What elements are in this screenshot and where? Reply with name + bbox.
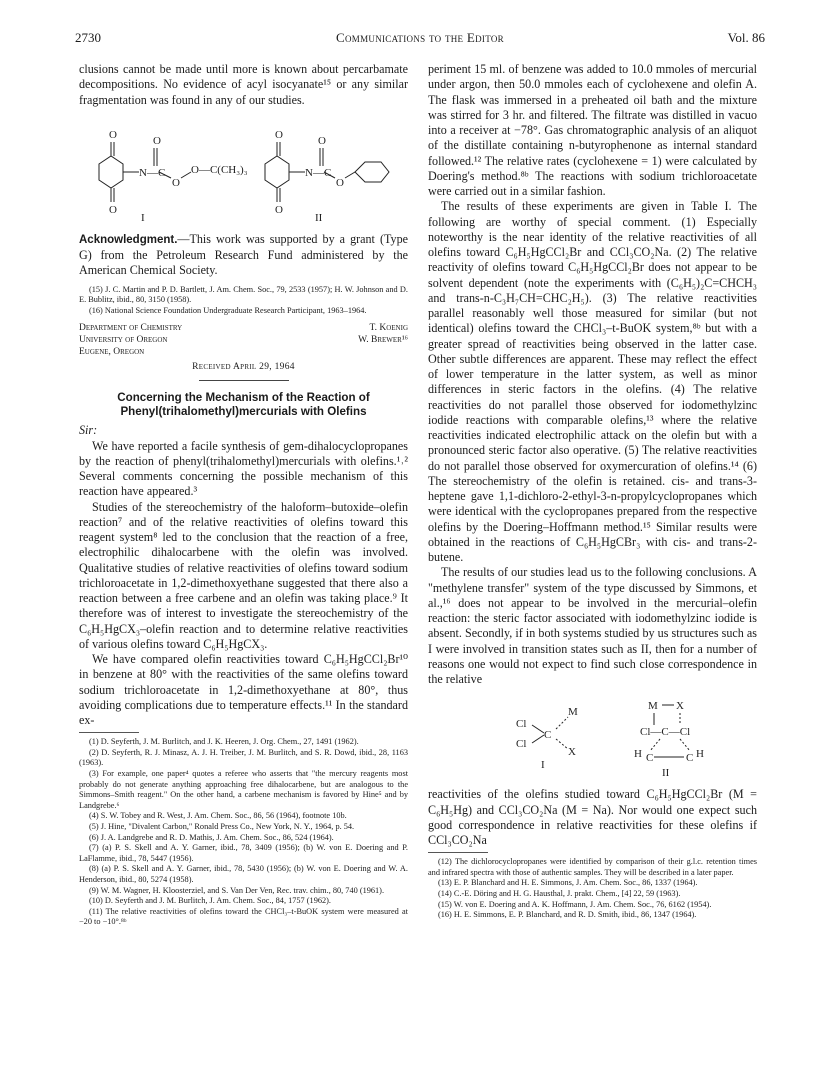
author-koenig: T. Koenig bbox=[369, 323, 408, 334]
footnote-12: (12) The dichlorocyclopropanes were identified by comparison of their g.l.c. retention times and infrared spectra with those of authentic samples. They will be described in a later paper. bbox=[428, 857, 757, 877]
paragraph-conclusions: The results of our studies lead us to the following conclusions. A "methylene transfer" system of the type discussed by Simmons, et al.,¹⁶ does not appear to be involved in the mercurial–olefin reaction: the steric factor associated with iodomethylzinc iodide is absent. Secondly, if in both systems studied by us structures such as I were involved in transition states such as II, then for a number of reasons one would not expect to find such close correspondence in the relative bbox=[428, 565, 757, 686]
paragraph-results: The results of these experiments are given in Table I. The following are worthy of special comment. (1) Especially noteworthy is the near identity of the relative reactivities of all olefins toward C₆H₅HgCCl₂Br and CCl₃CO₂Na. (2) The relative reactivity of olefins toward C₆H₅HgCCl₂Br does not appear to be solvent dependent (note the experiments with (C₆H₅)₂C=CHCH₃ and trans-n-C₃H₇CH=CHC₂H₅). (3) The relative reactivities parallel reasonably well those measured for similar (but not identical) olefins toward the CHCl₃–t-BuOK system,⁸ᵇ but with a greater spread of reactivities being observed in the latter case. Other subtle differences are apparent. These may reflect the effect of lower temperature in the latter system, as well as minor differences in steric factors in the olefins. (4) The relative reactivities do not parallel those observed for iodomethylzinc iodide reactions with comparable olefins,¹³ where the relative reactivities indicated electrophilic attack on the olefin but with a pronounced steric factor also operative. (5) The relative reactivities do not parallel those observed for oxymercuration of olefins.¹⁴ (6) The stereochemistry of the olefin is retained. cis- and trans-3-heptene gave 1,1-dichloro-2-ethyl-3-n-propylcyclopropanes which were identical with the cyclopropanes prepared from the respective olefins by the Doering–Hoffmann method.¹⁵ Similar results were obtained in the reactions of C₆H₅HgCBr₃ with cis- and trans-2-butene. bbox=[428, 199, 757, 564]
svg-text:N—C: N—C bbox=[305, 166, 332, 179]
svg-text:O: O bbox=[275, 203, 283, 216]
paragraph-comparison: We have compared olefin reactivities toward C₆H₅HgCCl₂Br¹⁰ in benzene at 80° with the reactivities of the same olefins toward sodium trichloroacetate in 1,2-dimethoxyethane at 80°, thus avoiding complications due to temperature effects.¹¹ In the standard ex- bbox=[79, 652, 408, 728]
footnote-divider-right bbox=[428, 852, 488, 853]
svg-text:C: C bbox=[646, 752, 654, 765]
affiliation-city: Eugene, Oregon bbox=[79, 347, 145, 358]
page-number: 2730 bbox=[75, 30, 101, 45]
article-title-line-1: Concerning the Mechanism of the Reaction of bbox=[117, 391, 370, 405]
affiliation-department: Department of Chemistry bbox=[79, 323, 183, 334]
paragraph-experiment: periment 15 ml. of benzene was added to 10.0 mmoles of mercurial under argon, then 50.0 mmoles each of cyclohexene and olefin A. The flask was immersed in a preheated oil bath and the mixture was stirred for 3 hr. and filtered. The filtrate was distilled in vacuo into a receiver at −78°. Gas chromatographic analysis of an aliquot of the distillate containing n-butyrophenone as internal standard followed.¹² The relative rates (cyclohexene = 1) were calculated by Doering's method.⁸ᵇ The reactions with sodium trichloroacetate were carried out in a similar fashion. bbox=[428, 62, 757, 198]
svg-text:H: H bbox=[634, 748, 642, 761]
svg-text:X: X bbox=[568, 746, 576, 759]
footnote-10: (10) D. Seyferth and J. M. Burlitch, J. Am. Chem. Soc., 84, 1757 (1962). bbox=[89, 896, 331, 906]
transition-structure-I-label: I bbox=[541, 759, 545, 772]
svg-text:Cl: Cl bbox=[516, 718, 527, 731]
left-column bbox=[79, 62, 408, 928]
transition-structures bbox=[428, 695, 757, 783]
transition-structure-II-label: II bbox=[662, 767, 670, 780]
footnote-15-right: (15) W. von E. Doering and A. K. Hoffmann, J. Am. Chem. Soc., 76, 6162 (1954). bbox=[438, 899, 712, 909]
svg-text:M: M bbox=[568, 706, 578, 719]
footnote-5: (5) J. Hine, "Divalent Carbon," Ronald Press Co., New York, N. Y., 1964, p. 54. bbox=[89, 822, 355, 832]
footnote-3: (3) For example, one paper⁴ quotes a referee who asserts that "the mercury reagents most probably do not generate anything approaching free dihalocarbene, but are analogous to the Simmons–Smith reagent." On the other hand, a carbene mechanism is favored by Hine⁵ and by Landgrebe.⁶ bbox=[79, 769, 408, 810]
footnote-14: (14) C.-E. Döring and H. G. Hausthal, J. prakt. Chem., [4] 22, 59 (1963). bbox=[438, 889, 681, 899]
footnote-divider bbox=[79, 732, 139, 733]
section-divider bbox=[199, 380, 289, 381]
received-date: Received April 29, 1964 bbox=[192, 362, 295, 373]
svg-text:Cl: Cl bbox=[516, 738, 527, 751]
footnote-16: (16) National Science Foundation Undergraduate Research Participant, 1963–1964. bbox=[89, 305, 367, 315]
running-header bbox=[75, 30, 765, 48]
svg-text:X: X bbox=[676, 700, 684, 713]
acknowledgment-body: —This work was supported by a grant (Type G) from the Petroleum Research Fund administered by the American Chemical Society. bbox=[79, 231, 408, 278]
footnote-2: (2) D. Seyferth, R. J. Minasz, A. J. H. Treiber, J. M. Burlitch, and S. R. Dowd, ibid., 28, 1163 (1963). bbox=[79, 747, 408, 768]
footnote-16-right: (16) H. E. Simmons, E. P. Blanchard, and R. D. Smith, ibid., 86, 1347 (1964). bbox=[438, 910, 697, 920]
structure-I-label: I bbox=[141, 211, 145, 224]
transition-structure-drawing bbox=[428, 695, 757, 783]
paragraph-studies: Studies of the stereochemistry of the haloform–butoxide–olefin reaction⁷ and of the relative reactivities of olefins toward this reagent system⁸ led to the conclusion that the reaction of a free, electrophilic dihalocarbene with the olefin was involved. Qualitative studies of relative reactivities of olefins toward sodium trichloroacetate in 1,2-dimethoxyethane suggested that there also a reaction between a free carbene and an olefin was taking place.⁹ It therefore was of interest to investigate the stereochemistry of the C₆H₅HgCX₃–olefin reaction and to determine relative reactivities of various olefins toward C₆H₅HgCX₃. bbox=[79, 499, 408, 651]
affiliation-block bbox=[79, 322, 408, 358]
paragraph-continuation: clusions cannot be made until more is known about percarbamate decompositions. No evidence of acyl isocyanate¹⁵ or any similar fragmentation was found in any of our studies. bbox=[79, 62, 408, 107]
journal-section-title: Communications to the Editor bbox=[336, 30, 504, 45]
acknowledgment bbox=[79, 232, 408, 279]
salutation: Sir: bbox=[79, 423, 98, 438]
article-title-line-2: Phenyl(trihalomethyl)mercurials with Olefins bbox=[120, 405, 367, 419]
footnote-15: (15) J. C. Martin and P. D. Bartlett, J. Am. Chem. Soc., 79, 2533 (1957); H. W. Johnson and D. E. Bublitz, ibid., 80, 3150 (1958). bbox=[79, 284, 408, 305]
volume-label: Vol. 86 bbox=[727, 30, 765, 45]
footnote-9: (9) W. M. Wagner, H. Kloosterziel, and S. Van Der Ven, Rec. trav. chim., 80, 740 (1961). bbox=[89, 885, 385, 895]
structures-I-II bbox=[79, 116, 408, 226]
author-brewer: W. Brewer¹⁶ bbox=[358, 335, 408, 346]
svg-text:O: O bbox=[109, 128, 117, 141]
footnote-6: (6) J. A. Landgrebe and R. D. Mathis, J. Am. Chem. Soc., 86, 524 (1964). bbox=[89, 832, 334, 842]
article-title bbox=[79, 391, 408, 419]
svg-text:C: C bbox=[686, 752, 694, 765]
structure-I-group: O—C(CH₃)₃ bbox=[191, 163, 248, 176]
svg-text:M: M bbox=[648, 700, 658, 713]
svg-text:O: O bbox=[336, 176, 344, 189]
paragraph-reactivities: reactivities of the olefins studied toward C₆H₅HgCCl₂Br (M = C₆H₅Hg) and CCl₃CO₂Na (M = Na). Nor would one expect such good correspondence in relative reactivities for these olefins if CCl₃CO₂Na bbox=[428, 787, 757, 847]
svg-text:N—C: N—C bbox=[139, 166, 166, 179]
footnote-1: (1) D. Seyferth, J. M. Burlitch, and J. K. Heeren, J. Org. Chem., 27, 1491 (1962). bbox=[89, 737, 359, 747]
svg-text:Cl—C—Cl: Cl—C—Cl bbox=[640, 726, 691, 739]
footnote-4: (4) S. W. Tobey and R. West, J. Am. Chem. Soc., 86, 56 (1964), footnote 10b. bbox=[89, 811, 347, 821]
footnote-11: (11) The relative reactivities of olefins toward the CHCl₃–t-BuOK system were measured at −20 to −10°.⁸ᵇ bbox=[79, 906, 408, 927]
svg-text:O: O bbox=[153, 134, 161, 147]
svg-text:O: O bbox=[172, 176, 180, 189]
paragraph-intro: We have reported a facile synthesis of gem-dihalocyclopropanes by the reaction of phenyl(trihalomethyl)mercurials with olefins.¹˒² Several comments concerning the possible mechanism of this reaction have appeared.³ bbox=[79, 438, 408, 499]
svg-text:C: C bbox=[544, 729, 552, 742]
svg-text:H: H bbox=[696, 748, 704, 761]
right-column bbox=[428, 62, 757, 921]
footnote-7: (7) (a) P. S. Skell and A. Y. Garner, ibid., 78, 3409 (1956); (b) W. von E. Doering and P. LaFlamme, ibid., 78, 5447 (1956). bbox=[79, 843, 408, 863]
svg-text:O: O bbox=[318, 134, 326, 147]
structure-II-label: II bbox=[315, 211, 323, 224]
acknowledgment-heading: Acknowledgment. bbox=[79, 233, 178, 246]
svg-text:O: O bbox=[275, 128, 283, 141]
svg-text:O: O bbox=[109, 203, 117, 216]
footnote-13: (13) E. P. Blanchard and H. E. Simmons, J. Am. Chem. Soc., 86, 1337 (1964). bbox=[438, 878, 698, 888]
affiliation-university: University of Oregon bbox=[79, 335, 168, 346]
footnote-8: (8) (a) P. S. Skell and A. Y. Garner, ibid., 78, 5430 (1956); (b) W. von E. Doering and W. A. Henderson, ibid., 80, 5274 (1958). bbox=[79, 864, 408, 884]
